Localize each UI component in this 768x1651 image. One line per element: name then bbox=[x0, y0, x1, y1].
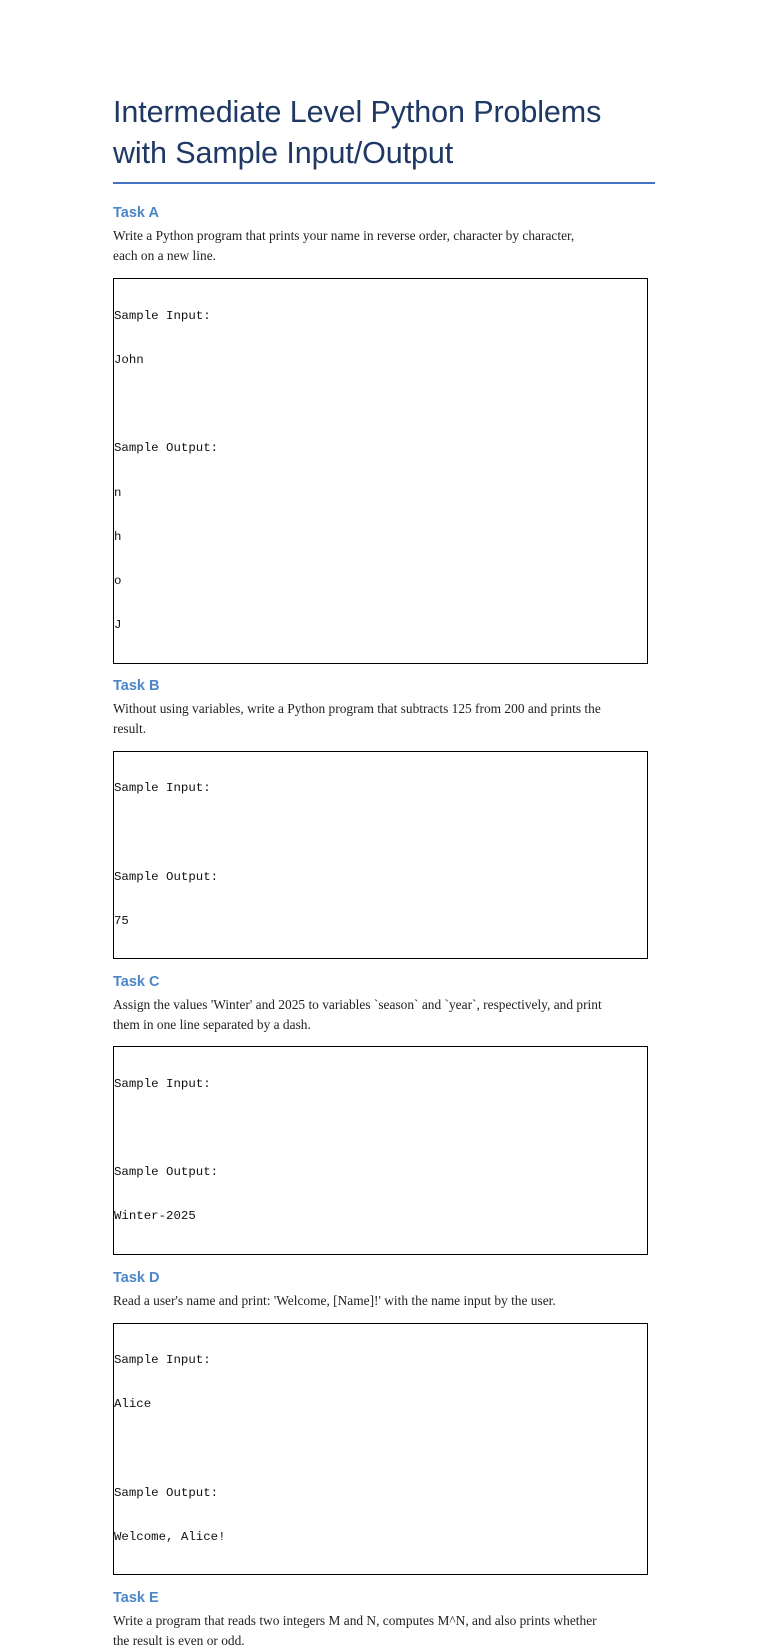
document-page bbox=[113, 92, 655, 1651]
task-desc-line: Write a Python program that prints your name in reverse order, character by character, bbox=[113, 228, 575, 243]
code-line: J bbox=[114, 618, 122, 633]
code-line: Alice bbox=[114, 1397, 152, 1412]
code-line: Sample Input: bbox=[114, 781, 211, 795]
sample-io-box bbox=[113, 751, 648, 960]
title-line-1: Intermediate Level Python Problems bbox=[113, 95, 602, 129]
task-heading: Task E bbox=[113, 1590, 159, 1607]
task-description bbox=[113, 1291, 655, 1311]
code-line bbox=[114, 397, 647, 412]
task-b bbox=[113, 676, 655, 960]
code-line: Winter-2025 bbox=[114, 1209, 196, 1224]
task-description bbox=[113, 1611, 655, 1651]
task-desc-line: the result is even or odd. bbox=[113, 1633, 245, 1649]
code-line: 75 bbox=[114, 913, 129, 928]
task-heading: Task B bbox=[113, 677, 160, 694]
code-line: John bbox=[114, 352, 144, 367]
task-c bbox=[113, 972, 655, 1255]
task-heading: Task A bbox=[113, 205, 159, 221]
task-description bbox=[113, 995, 655, 1035]
code-line: Sample Output: bbox=[114, 869, 219, 884]
task-description bbox=[113, 699, 655, 739]
code-line: Sample Input: bbox=[114, 1076, 211, 1091]
task-desc-line: result. bbox=[113, 720, 147, 736]
task-desc-line: Assign the values 'Winter' and 2025 to variables `season` and `year`, respectively, and print bbox=[113, 997, 602, 1012]
task-description bbox=[113, 226, 655, 266]
code-line: Sample Output: bbox=[114, 441, 219, 456]
sample-io-box bbox=[113, 1046, 648, 1255]
code-line: h bbox=[114, 529, 122, 544]
task-a bbox=[113, 203, 655, 664]
task-desc-line: Without using variables, write a Python program that subtracts 125 from 200 and prints the bbox=[113, 700, 601, 716]
code-line bbox=[114, 1121, 647, 1136]
code-line: Sample Input: bbox=[114, 308, 211, 323]
task-heading: Task C bbox=[113, 974, 160, 990]
sample-io-box bbox=[113, 1323, 648, 1576]
task-desc-line: Read a user's name and print: 'Welcome, [Name]!' with the name input by the user. bbox=[113, 1292, 556, 1308]
code-line: n bbox=[114, 485, 122, 500]
task-heading: Task D bbox=[113, 1269, 160, 1286]
sample-io-box bbox=[113, 278, 648, 664]
task-d bbox=[113, 1268, 655, 1576]
code-line: o bbox=[114, 574, 122, 588]
title-line-2: with Sample Input/Output bbox=[113, 136, 454, 170]
task-desc-line: each on a new line. bbox=[113, 248, 216, 263]
document-title bbox=[113, 92, 655, 184]
code-line: Sample Input: bbox=[114, 1353, 211, 1367]
code-line bbox=[114, 825, 647, 840]
task-desc-line: them in one line separated by a dash. bbox=[113, 1017, 311, 1032]
task-desc-line: Write a program that reads two integers M and N, computes M^N, and also prints whether bbox=[113, 1613, 597, 1629]
code-line: Sample Output: bbox=[114, 1165, 219, 1179]
code-line bbox=[114, 1442, 647, 1457]
task-e bbox=[113, 1588, 655, 1651]
code-line: Sample Output: bbox=[114, 1485, 219, 1500]
code-line: Welcome, Alice! bbox=[114, 1530, 226, 1544]
